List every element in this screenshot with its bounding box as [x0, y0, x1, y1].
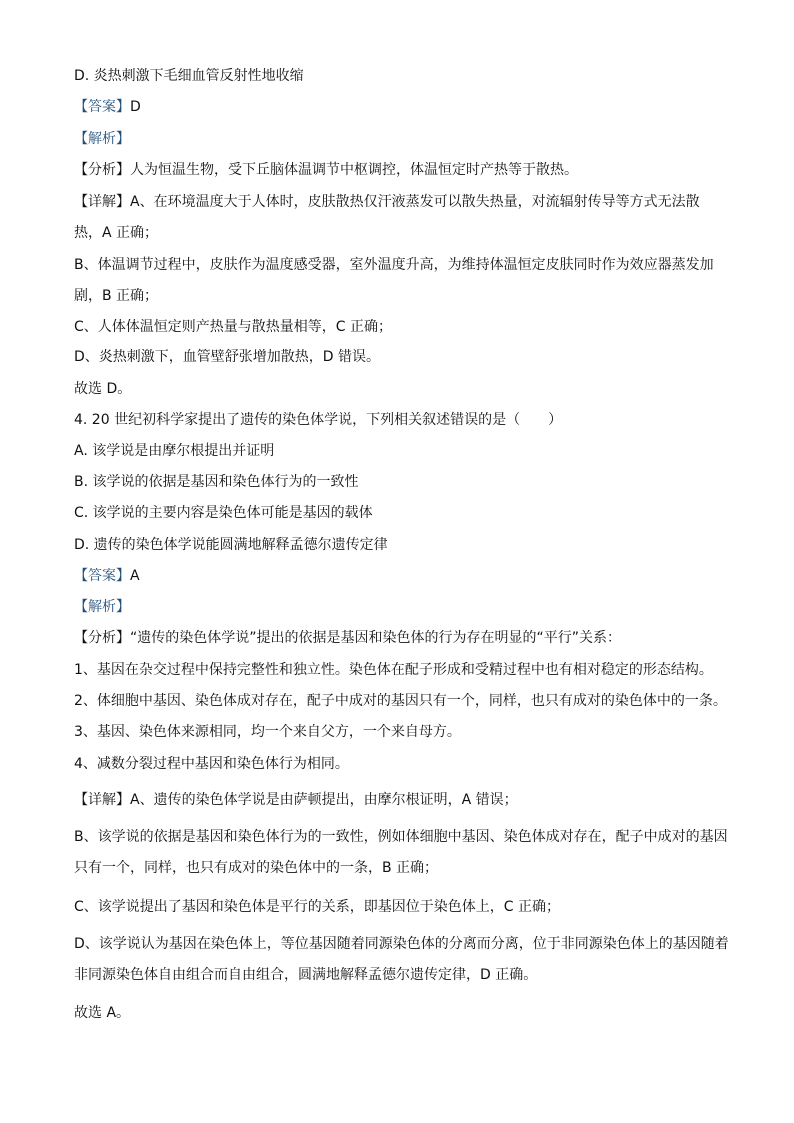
detail-text: A、在环境温度大于人体时，皮肤散热仅汗液蒸发可以散失热量，对流辐射传导等方式无法散: [130, 194, 700, 210]
q4-detail-b-line-2: 只有一个，同样，也只有成对的染色体中的一条，B 正确；: [74, 860, 439, 876]
q4-stem: 4. 20 世纪初科学家提出了遗传的染色体学说，下列相关叙述错误的是（ ）: [74, 412, 563, 428]
q4-detail-d-line-2: 非同源染色体自由组合而自由组合，圆满地解释孟德尔遗传定律，D 正确。: [74, 967, 538, 983]
q3-detail-d: D、炎热刺激下，血管壁舒张增加散热，D 错误。: [74, 349, 381, 365]
q3-detail-b-line-1: B、体温调节过程中，皮肤作为温度感受器，室外温度升高，为维持体温恒定皮肤同时作为效应器蒸发加: [74, 257, 714, 273]
q4-option-b: B. 该学说的依据是基因和染色体行为的一致性: [74, 474, 359, 490]
fenxi-text: 人为恒温生物，受下丘脑体温调节中枢调控，体温恒定时产热等于散热。: [130, 162, 578, 178]
q4-point-2: 2、体细胞中基因、染色体成对存在，配子中成对的基因只有一个，同样，也只有成对的染色体中的一条。: [74, 693, 727, 709]
q4-detail-a-line: [74, 790, 744, 810]
q4-point-1: 1、基因在杂交过程中保持完整性和独立性。染色体在配子形成和受精过程中也有相对稳定的形态结构。: [74, 662, 713, 678]
q4-point-3: 3、基因、染色体来源相同，均一个来自父方，一个来自母方。: [74, 724, 461, 740]
q3-detail-a-line-1: [74, 192, 744, 212]
fenxi-text: “遗传的染色体学说”提出的依据是基因和染色体的行为存在明显的“平行”关系：: [130, 630, 622, 646]
q4-conclusion: 故选 A。: [74, 1005, 131, 1021]
answer-value: D: [130, 99, 141, 115]
detail-text: A、遗传的染色体学说是由萨顿提出，由摩尔根证明，A 错误；: [130, 792, 518, 808]
q3-detail-c: C、人体体温恒定则产热量与散热量相等，C 正确；: [74, 319, 392, 335]
q4-option-c: C. 该学说的主要内容是染色体可能是基因的载体: [74, 505, 373, 521]
analysis-tag: 【解析】: [74, 131, 130, 147]
detail-tag: 【详解】: [74, 194, 130, 210]
q4-detail-d-line-1: D、该学说认为基因在染色体上，等位基因随着同源染色体的分离而分离，位于非同源染色体上的基因随着: [74, 936, 729, 952]
answer-tag: 【答案】: [74, 99, 130, 115]
q3-conclusion: 故选 D。: [74, 381, 132, 397]
q4-point-4: 4、减数分裂过程中基因和染色体行为相同。: [74, 756, 349, 772]
detail-tag: 【详解】: [74, 792, 130, 808]
answer-tag: 【答案】: [74, 568, 130, 584]
q3-option-d: D. 炎热刺激下毛细血管反射性地收缩: [74, 68, 304, 84]
q4-answer-line: [74, 566, 744, 586]
q3-detail-a-line-2: 热，A 正确；: [74, 225, 159, 241]
fenxi-tag: 【分析】: [74, 630, 130, 646]
fenxi-tag: 【分析】: [74, 162, 130, 178]
q3-answer-line: [74, 97, 744, 117]
q4-detail-c: C、该学说提出了基因和染色体是平行的关系，即基因位于染色体上，C 正确；: [74, 899, 560, 915]
q3-detail-b-line-2: 剧，B 正确；: [74, 288, 159, 304]
q4-detail-b-line-1: B、该学说的依据是基因和染色体行为的一致性，例如体细胞中基因、染色体成对存在，配子中成对的基因: [74, 829, 728, 845]
q4-option-a: A. 该学说是由摩尔根提出并证明: [74, 443, 275, 459]
q3-fenxi-line: [74, 160, 744, 180]
q4-fenxi-line: [74, 628, 744, 648]
q4-option-d: D. 遗传的染色体学说能圆满地解释孟德尔遗传定律: [74, 537, 388, 553]
answer-value: A: [130, 568, 140, 584]
analysis-tag: 【解析】: [74, 599, 130, 615]
